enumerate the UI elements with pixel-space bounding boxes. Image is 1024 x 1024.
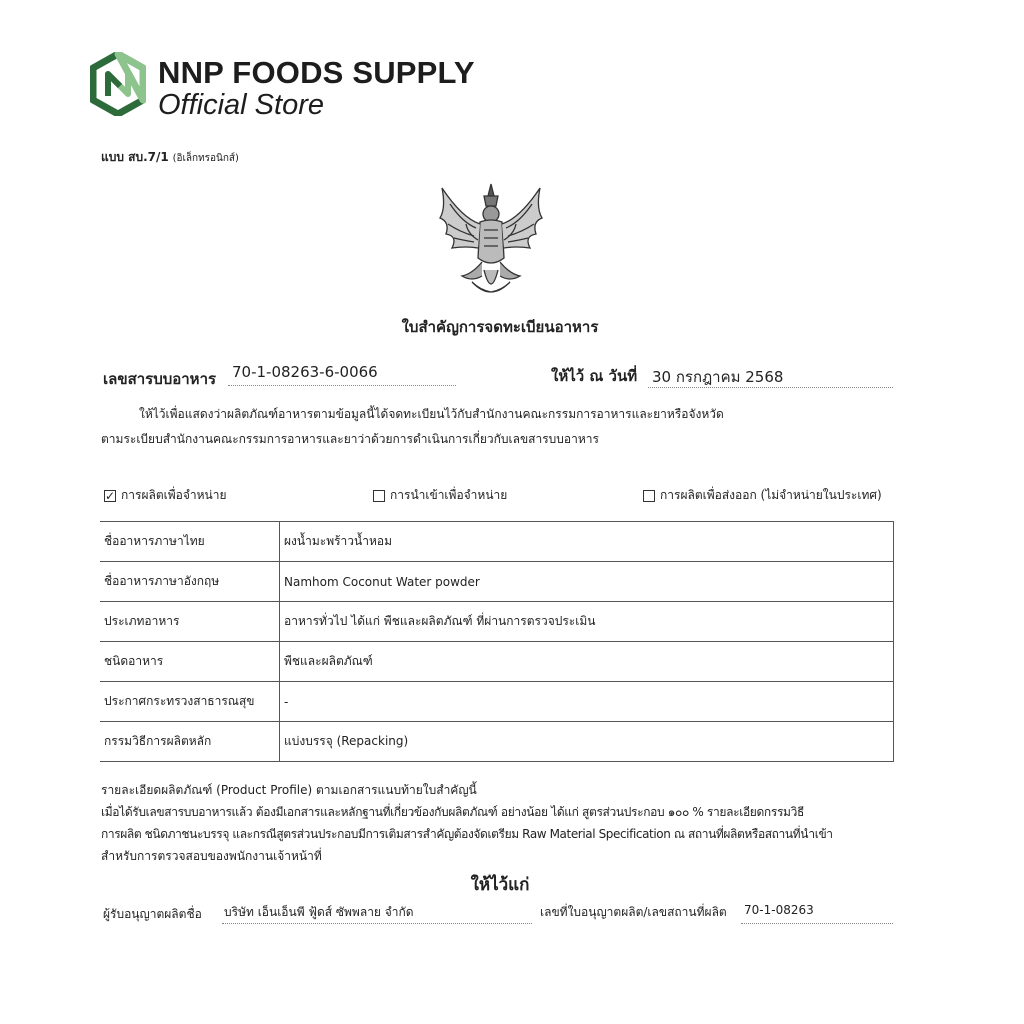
table-row [100,682,894,722]
table-row [100,562,894,602]
issue-date-value: 30 กรกฎาคม 2568 [652,368,784,386]
licensee-label: ผู้รับอนุญาตผลิตชื่อ [103,907,202,921]
note-line-4: สำหรับการตรวจสอบของพนักงานเจ้าหน้าที่ [101,849,322,863]
checkbox-box[interactable] [373,490,385,502]
row-value: Namhom Coconut Water powder [280,562,894,602]
registration-number-underline [228,384,456,386]
intro-line-1: ให้ไว้เพื่อแสดงว่าผลิตภัณฑ์อาหารตามข้อมูลนี้ได้จดทะเบียนไว้กับสำนักงานคณะกรรมการอาหารและยาหรือจังหวัด [139,407,724,421]
checkbox-label: การผลิตเพื่อจำหน่าย [121,488,227,502]
checkbox-box[interactable]: ✓ [105,488,116,503]
row-label: ประกาศกระทรวงสาธารณสุข [100,682,280,722]
form-code-number: แบบ สบ.7/1 [101,150,169,164]
licensee-underline [222,922,532,924]
note-line-3: การผลิต ชนิดภาชนะบรรจุ และกรณีสูตรส่วนประกอบมีการเติมสารสำคัญต้องจัดเตรียม Raw Material Specification ณ สถานที่ผลิตหรือสถานที่นำเข้า [101,827,833,841]
checkbox-box[interactable] [643,490,655,502]
row-value: ผงน้ำมะพร้าวน้ำหอม [280,522,894,562]
license-number-value: 70-1-08263 [744,903,814,917]
checkbox-import-for-sale[interactable] [373,486,507,505]
checkbox-label: การนำเข้าเพื่อจำหน่าย [390,488,508,502]
form-code-note: (อิเล็กทรอนิกส์) [172,153,239,164]
license-number-underline [741,922,893,924]
licensee-value: บริษัท เอ็นเอ็นพี ฟู้ดส์ ซัพพลาย จำกัด [224,905,414,919]
checkbox-label: การผลิตเพื่อส่งออก (ไม่จำหน่ายในประเทศ) [660,488,882,502]
intro-line-2: ตามระเบียบสำนักงานคณะกรรมการอาหารและยาว่าด้วยการดำเนินการเกี่ยวกับเลขสารบบอาหาร [101,432,599,446]
form-code [101,148,239,167]
note-line-2: เมื่อได้รับเลขสารบบอาหารแล้ว ต้องมีเอกสารและหลักฐานที่เกี่ยวข้องกับผลิตภัณฑ์ อย่างน้อย ได้แก่ สูตรส่วนประกอบ ๑๐๐ % รายละเอียดกรรมวิธี [101,805,804,819]
row-label: ชนิดอาหาร [100,642,280,682]
table-row [100,522,894,562]
product-info-table [100,521,894,762]
registration-number-label: เลขสารบบอาหาร [103,370,217,388]
row-label: ประเภทอาหาร [100,602,280,642]
registration-number-value: 70-1-08263-6-0066 [232,363,378,381]
row-label: กรรมวิธีการผลิตหลัก [100,722,280,762]
license-number-label: เลขที่ใบอนุญาตผลิต/เลขสถานที่ผลิต [540,905,727,919]
row-value: พืชและผลิตภัณฑ์ [280,642,894,682]
checkbox-manufacture-for-export[interactable] [643,486,882,505]
hexagon-n-logo-icon [90,52,146,116]
row-label: ชื่ออาหารภาษาไทย [100,522,280,562]
checkbox-manufacture-for-sale[interactable] [104,486,227,505]
note-line-1: รายละเอียดผลิตภัณฑ์ (Product Profile) ตามเอกสารแนบท้ายใบสำคัญนี้ [101,783,477,797]
row-value: แบ่งบรรจุ (Repacking) [280,722,894,762]
grant-title: ให้ไว้แก่ [470,875,530,895]
document-title: ใบสำคัญการจดทะเบียนอาหาร [401,318,599,336]
table-row [100,602,894,642]
garuda-emblem-icon [432,178,550,302]
row-value: อาหารทั่วไป ได้แก่ พืชและผลิตภัณฑ์ ที่ผ่านการตรวจประเมิน [280,602,894,642]
brand-name: NNP FOODS SUPPLY [158,55,475,90]
row-value: - [280,682,894,722]
table-row [100,722,894,762]
table-row [100,642,894,682]
brand-subtitle: Official Store [158,89,324,121]
row-label: ชื่ออาหารภาษาอังกฤษ [100,562,280,602]
issue-date-label: ให้ไว้ ณ วันที่ [551,367,638,385]
